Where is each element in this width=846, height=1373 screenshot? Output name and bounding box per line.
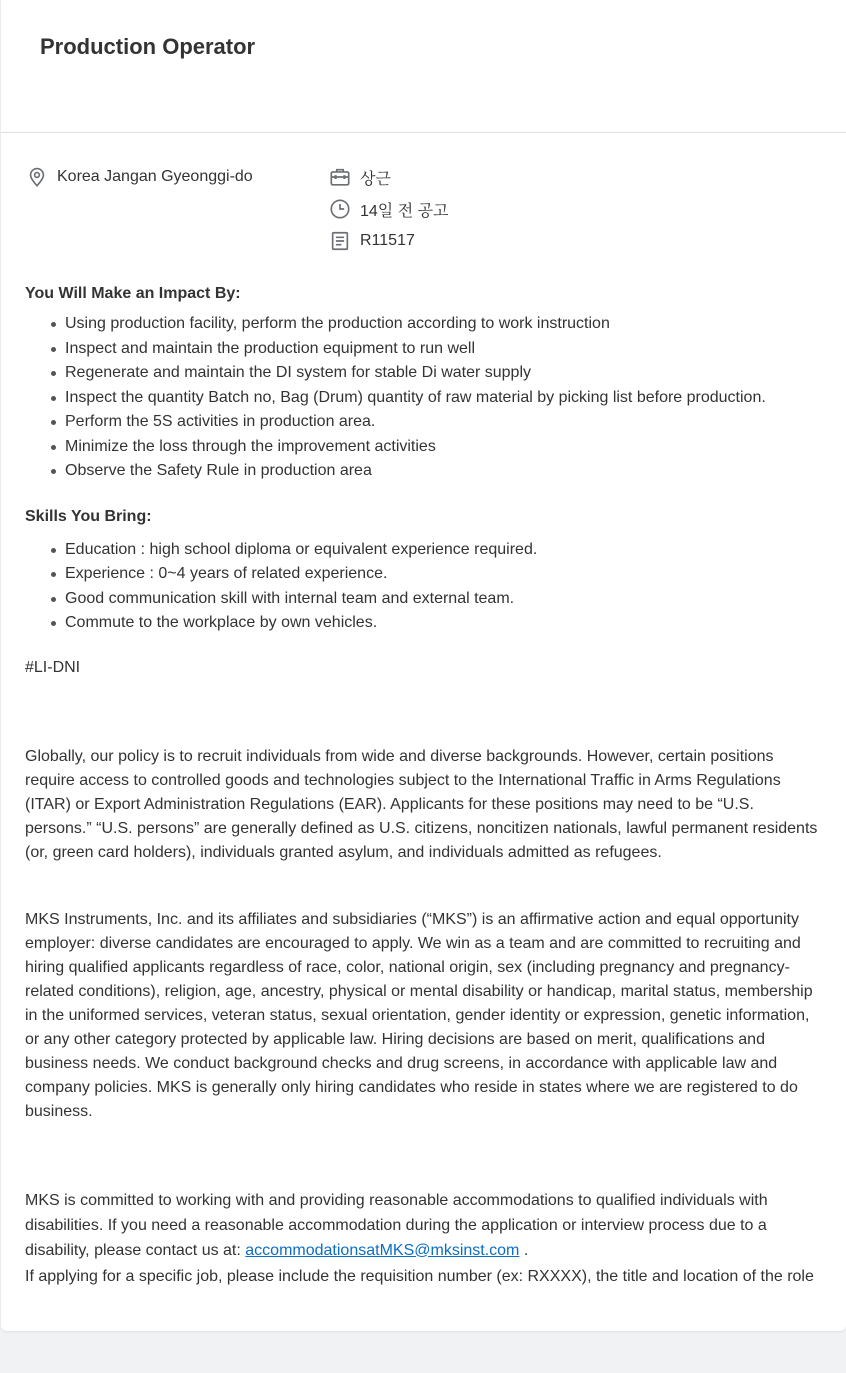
list-item: Good communication skill with internal team and external team. [49,587,823,612]
clock-icon [328,197,352,221]
list-item: Using production facility, perform the production according to work instruction [49,312,823,337]
job-header [1,0,846,133]
job-requisition-id [328,229,415,253]
requisition-note: If applying for a specific job, please include the requisition number (ex: RXXXX), the title and location of the role [25,1267,814,1285]
hashtag: #LI-DNI [25,658,81,676]
job-location [25,165,253,189]
briefcase-icon [328,165,352,189]
document-icon [328,229,352,253]
impact-list [25,312,823,484]
skills-list [25,538,823,636]
accommodation-email-link[interactable]: accommodationsatMKS@mksinst.com [245,1241,520,1259]
export-control-policy: Globally, our policy is to recruit individuals from wide and diverse backgrounds. However, certain positions require access to controlled goods and technologies subject to the International Traffic in Arms Regulations (ITAR) or Export Administration Regulations (EAR). Applicants for these positions may need to be “U.S. persons.” “U.S. persons” are generally defined as U.S. citizens, noncitizen nationals, lawful permanent residents (or, green card holders), individuals granted asylum, and individuals admitted as refugees. [25,747,818,861]
accommodation-text: MKS is committed to working with and providing reasonable accommodations to qualified individuals with disabilities. If you need a reasonable accommodation during the application or interview process due to a disability, please contact us at: [25,1191,768,1259]
skills-heading: Skills You Bring: [25,507,152,525]
impact-heading: You Will Make an Impact By: [25,285,241,302]
job-location-label: Korea Jangan Gyeonggi-do [57,168,253,185]
eeo-statement: MKS Instruments, Inc. and its affiliates and subsidiaries (“MKS”) is an affirmative action and equal opportunity employer: diverse candidates are encouraged to apply. We win as a team and are committed to recruiting and hiring qualified applicants regardless of race, color, national origin, sex (including pregnancy and pregnancy-related conditions), religion, age, ancestry, physical or mental disability or handicap, marital status, membership in the uniformed services, veteran status, sexual orientation, gender identity or expression, genetic information, or any other category protected by applicable law. Hiring decisions are based on merit, qualifications and business needs. We conduct background checks and drug screens, in accordance with applicable law and company policies. MKS is generally only hiring candidates who reside in states where we are registered to do business. [25,910,813,1120]
list-item: Inspect the quantity Batch no, Bag (Drum) quantity of raw material by picking list before production. [49,386,823,411]
job-requisition-label: R11517 [360,232,415,249]
list-item: Commute to the workplace by own vehicles. [49,611,823,636]
job-posted-date [328,197,449,221]
job-detail-card [1,0,846,1331]
accommodation-period: . [523,1241,529,1259]
map-pin-icon [25,165,49,189]
list-item: Regenerate and maintain the DI system for stable Di water supply [49,361,823,386]
list-item: Education : high school diploma or equivalent experience required. [49,538,823,563]
job-title: Production Operator [40,34,256,59]
job-employment-type-label: 상근 [360,170,391,188]
list-item: Observe the Safety Rule in production area [49,459,823,484]
list-item: Experience : 0~4 years of related experience. [49,562,823,587]
job-employment-type [328,165,391,189]
list-item: Inspect and maintain the production equipment to run well [49,337,823,362]
list-item: Perform the 5S activities in production area. [49,410,823,435]
list-item: Minimize the loss through the improvement activities [49,435,823,460]
job-posted-label: 14일 전 공고 [360,202,449,220]
job-description [25,280,823,1289]
accommodation-statement [25,1188,823,1263]
